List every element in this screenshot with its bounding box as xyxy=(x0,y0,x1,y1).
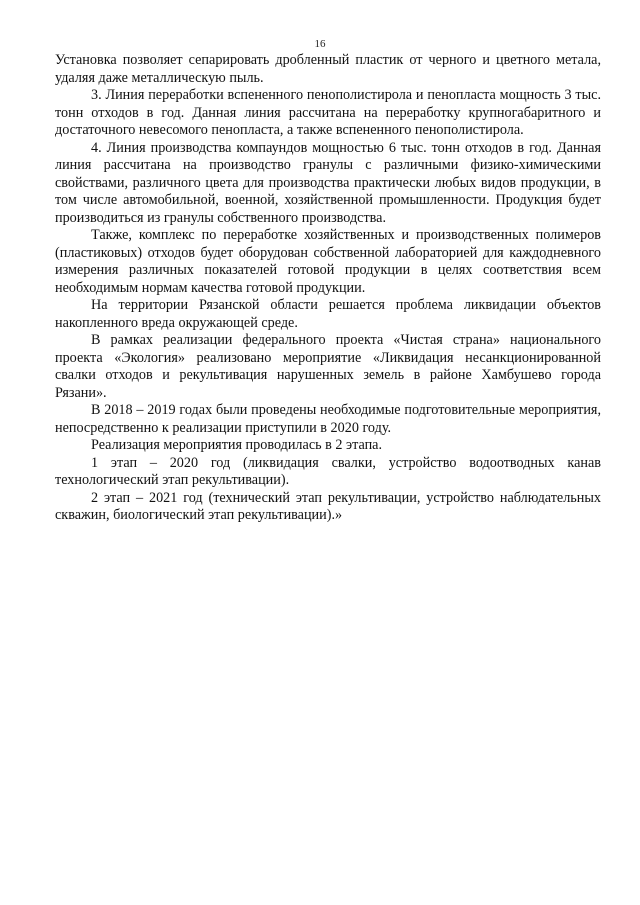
paragraph-foam-line: 3. Линия переработки вспененного пенополистирола и пенопласта мощность 3 тыс. тонн отходов в год. Данная линия рассчитана на переработку крупногабаритного и достаточного невесомого пенопласта, а также вспененного пенополистирола. xyxy=(55,87,601,138)
page-number: 16 xyxy=(314,38,326,50)
paragraph-ryazan-region: На территории Рязанской области решается проблема ликвидации объектов накопленного вреда окружающей среде. xyxy=(55,297,601,331)
paragraph-stages-intro: Реализация мероприятия проводилась в 2 этапа. xyxy=(91,437,383,453)
paragraph-laboratory: Также, комплекс по переработке хозяйственных и производственных полимеров (пластиковых) отходов будет оборудован собственной лабораторией для каждодневного измерения различных показателей готовой продукции в целях соответствия всем необходимым нормам качества готовой продукции. xyxy=(55,227,601,296)
paragraph-compound-line: 4. Линия производства компаундов мощностью 6 тыс. тонн отходов в год. Данная линия рассчитана на производство гранулы с различными физико-химическими свойствами, различного цвета для производства практически любых видов продукции, в том числе автомобильной, военной, хозяйственной промышленности. Продукция будет производиться из гранулы собственного производства. xyxy=(55,139,601,226)
paragraph-separator-installation: Установка позволяет сепарировать дробленный пластик от черного и цветного метала, удаляя даже металлическую пыль. xyxy=(55,52,601,86)
paragraph-stage-2: 2 этап – 2021 год (технический этап рекультивации, устройство наблюдательных скважин, биологический этап рекультивации).» xyxy=(55,489,601,523)
paragraph-federal-project: В рамках реализации федерального проекта «Чистая страна» национального проекта «Экология» реализовано мероприятие «Ликвидация несанкционированной свалки отходов и рекультивация нарушенных земель в районе Хамбушево города Рязани». xyxy=(55,332,601,401)
paragraph-stage-1: 1 этап – 2020 год (ликвидация свалки, устройство водоотводных канав технологический этап рекультивации). xyxy=(55,454,601,488)
paragraph-preparation-years: В 2018 – 2019 годах были проведены необходимые подготовительные мероприятия, непосредственно к реализации приступили в 2020 году. xyxy=(55,402,601,436)
document-body xyxy=(55,52,601,525)
